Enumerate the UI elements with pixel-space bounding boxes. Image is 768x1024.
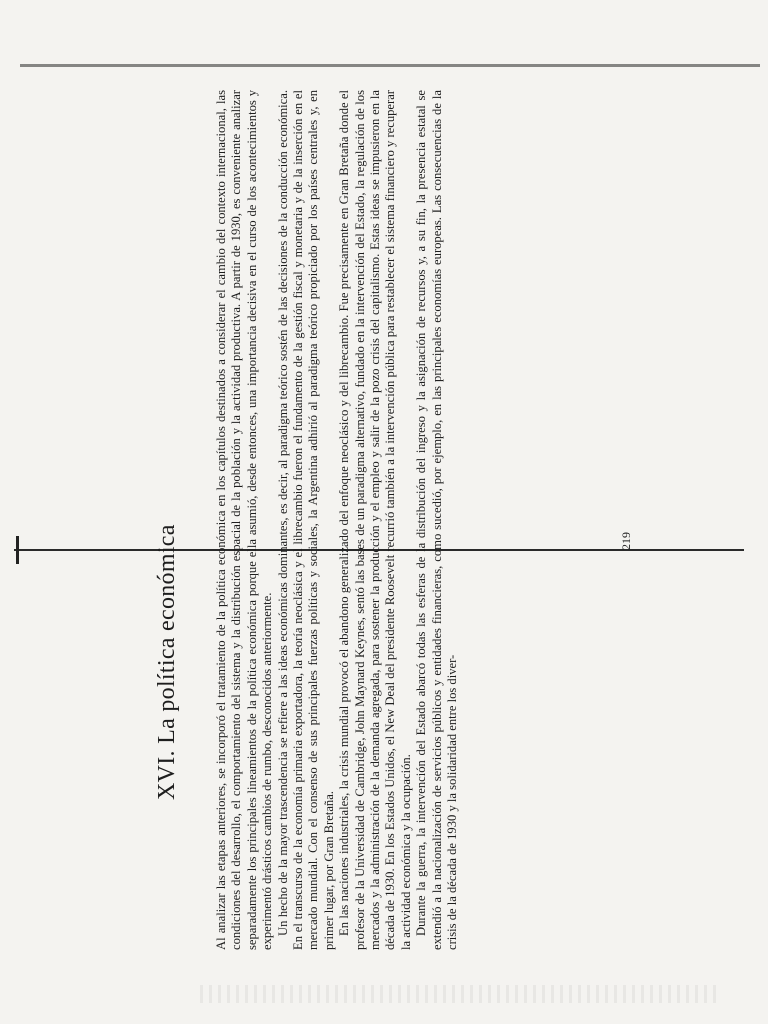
fold-tick-mark — [16, 536, 19, 564]
paragraph-3: En las naciones industriales, la crisis mundial provocó el abandono generalizado del enfoque neoclásico y del librecambio. Fue precisamente en Gran Bretaña donde el profesor de la Universidad de Cambridge, John Maynard Keynes, sentó las bases de un paradigma alternativo, fundado en la intervención del Estado, la regulación de los mercados y la administración de la demanda agregada, para sostener la producción y el empleo y salir de la pozo crisis del capitalismo. Estas ideas se impusieron en la década de 1930. En los Estados Unidos, el New Deal del presidente Roosevelt recurrió también a la intervención pública para restablecer el sistema financiero y recuperar la actividad económica y la ocupación. — [337, 90, 413, 950]
paragraph-4: Durante la guerra, la intervención del Estado abarcó todas las esferas de la distribución del ingreso y la asignación de recursos y, a su fin, la presencia estatal se extendió a la nacionalización de servicios públicos y entidades financieras, como sucedió, por ejemplo, en las principales economías europeas. Las consecuencias de la crisis de la década de 1930 y la solidaridad entre los diver- — [414, 90, 460, 950]
chapter-title: XVI. La política económica — [154, 524, 180, 800]
paragraph-1: Al analizar las etapas anteriores, se incorporó el tratamiento de la política económica en los capítulos destinados a considerar el cambio del contexto internacional, las condiciones del desarrollo, el comportamiento del sistema y la distribución espacial de la población y la actividad productiva. A partir de 1930, es conveniente analizar separadamente los principales lineamientos de la política económica porque ella asumió, desde entonces, una importancia decisiva en el curso de los acontecimientos y experimentó drásticos cambios de rumbo, desconocidos anteriormente. — [214, 90, 275, 950]
rotated-page — [124, 90, 644, 950]
page-number: 219 — [619, 532, 633, 550]
scan-bottom-noise — [200, 985, 720, 1003]
paragraph-2: Un hecho de la mayor trascendencia se refiere a las ideas económicas dominantes, es decir, al paradigma teórico sostén de las decisiones de la conducción económica. En el transcurso de la economía primaria exportadora, la teoría neoclásica y el librecambio fueron el fundamento de la gestión fiscal y monetaria y de la inserción en el mercado mundial. Con el consenso de sus principales fuerzas políticas y sociales, la Argentina adhirió al paradigma teórico propiciado por los países centrales y, en primer lugar, por Gran Bretaña. — [275, 90, 336, 950]
body-text — [214, 90, 461, 950]
scan-top-edge — [20, 64, 760, 67]
